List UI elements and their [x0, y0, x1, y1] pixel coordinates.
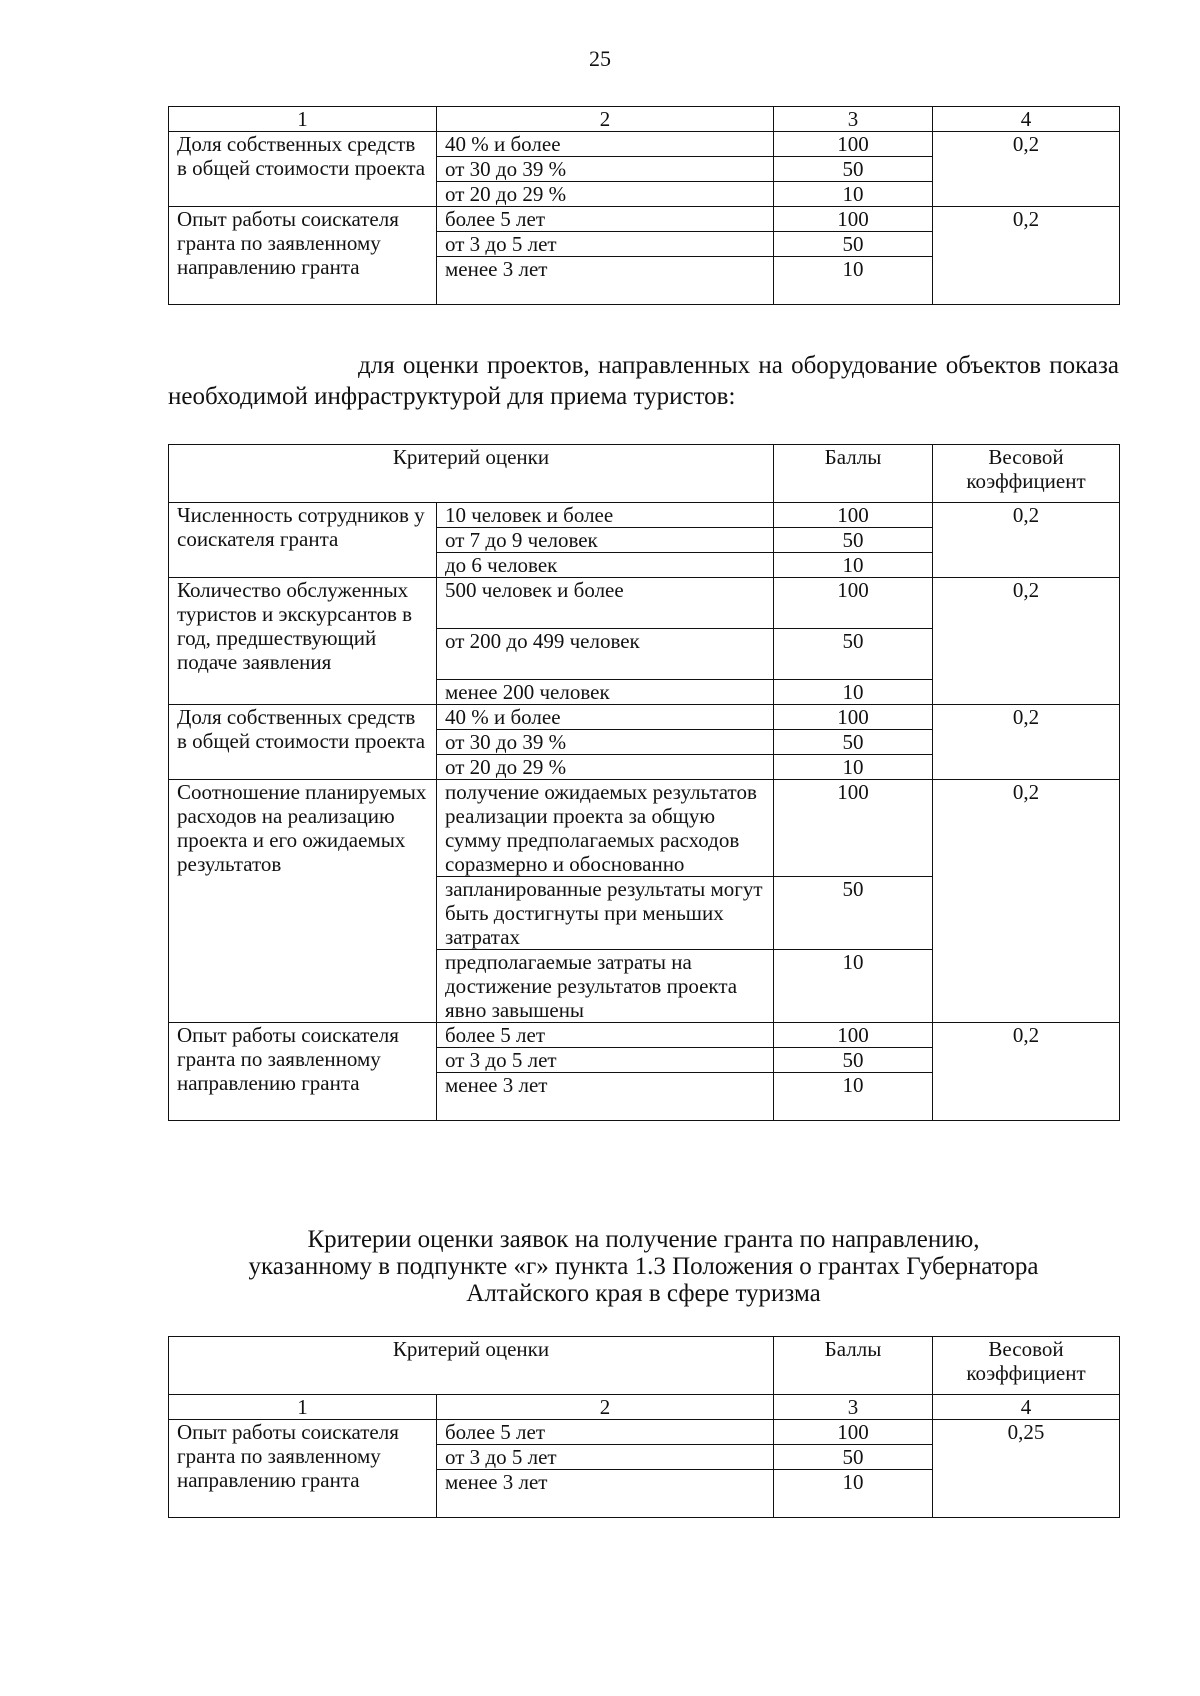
value-cell: менее 200 человек [437, 680, 774, 705]
header-criterion: Критерий оценки [169, 1337, 774, 1395]
value-cell: от 7 до 9 человек [437, 528, 774, 553]
table-row [169, 780, 1120, 877]
points-cell: 10 [774, 950, 933, 1023]
points-cell: 10 [774, 680, 933, 705]
value-cell: запланированные результаты могут быть достигнуты при меньших затратах [437, 877, 774, 950]
points-cell: 50 [774, 877, 933, 950]
heading-line-3: Алтайского края в сфере туризма [466, 1280, 821, 1307]
criterion-cell: Численность сотрудников у соискателя гранта [169, 503, 437, 578]
value-cell: менее 3 лет [437, 1470, 774, 1518]
column-number: 4 [933, 1395, 1120, 1420]
column-number: 2 [437, 1395, 774, 1420]
weight-cell: 0,2 [933, 705, 1120, 780]
points-cell: 10 [774, 1073, 933, 1121]
value-cell: от 3 до 5 лет [437, 1048, 774, 1073]
header-criterion: Критерий оценки [169, 445, 774, 503]
value-cell: 10 человек и более [437, 503, 774, 528]
criteria-table-continued [168, 106, 1120, 305]
header-points: Баллы [774, 1337, 933, 1395]
heading-line-2: указанному в подпункте «г» пункта 1.3 Положения о грантах Губернатора [248, 1253, 1039, 1280]
value-cell: от 200 до 499 человек [437, 629, 774, 680]
points-cell: 10 [774, 182, 933, 207]
value-cell: получение ожидаемых результатов реализации проекта за общую сумму предполагаемых расходов соразмерно и обоснованно [437, 780, 774, 877]
column-number-row [169, 107, 1120, 132]
weight-cell: 0,2 [933, 578, 1120, 705]
table-row [169, 503, 1120, 528]
column-number: 3 [774, 107, 933, 132]
criteria-table-subitem-g [168, 1336, 1120, 1518]
criterion-cell: Доля собственных средств в общей стоимости проекта [169, 132, 437, 207]
column-number-row [169, 1395, 1120, 1420]
column-number: 1 [169, 107, 437, 132]
column-number: 3 [774, 1395, 933, 1420]
value-cell: менее 3 лет [437, 257, 774, 305]
column-number: 1 [169, 1395, 437, 1420]
points-cell: 50 [774, 730, 933, 755]
value-cell: от 30 до 39 % [437, 157, 774, 182]
section-heading [168, 1226, 1119, 1307]
criterion-cell: Опыт работы соискателя гранта по заявленному направлению гранта [169, 1023, 437, 1121]
value-cell: от 30 до 39 % [437, 730, 774, 755]
weight-cell: 0,2 [933, 1023, 1120, 1121]
weight-cell: 0,2 [933, 503, 1120, 578]
criterion-cell: Соотношение планируемых расходов на реализацию проекта и его ожидаемых результатов [169, 780, 437, 1023]
weight-cell: 0,2 [933, 207, 1120, 305]
points-cell: 10 [774, 1470, 933, 1518]
table-row [169, 1420, 1120, 1445]
points-cell: 50 [774, 1445, 933, 1470]
points-cell: 100 [774, 1420, 933, 1445]
points-cell: 100 [774, 503, 933, 528]
value-cell: более 5 лет [437, 1420, 774, 1445]
criteria-table-infrastructure [168, 444, 1120, 1121]
intro-line-1: для оценки проектов, направленных на оборудование объектов показа [358, 352, 1119, 379]
header-weight: Весовой коэффициент [933, 445, 1120, 503]
points-cell: 50 [774, 528, 933, 553]
points-cell: 50 [774, 629, 933, 680]
criterion-cell: Опыт работы соискателя гранта по заявленному направлению гранта [169, 1420, 437, 1518]
weight-cell: 0,2 [933, 780, 1120, 1023]
table-row [169, 1023, 1120, 1048]
header-row [169, 445, 1120, 503]
weight-cell: 0,2 [933, 132, 1120, 207]
points-cell: 50 [774, 157, 933, 182]
points-cell: 100 [774, 780, 933, 877]
points-cell: 100 [774, 207, 933, 232]
value-cell: предполагаемые затраты на достижение результатов проекта явно завышены [437, 950, 774, 1023]
header-row [169, 1337, 1120, 1395]
points-cell: 10 [774, 553, 933, 578]
page-number: 25 [589, 46, 611, 71]
points-cell: 50 [774, 1048, 933, 1073]
value-cell: менее 3 лет [437, 1073, 774, 1121]
value-cell: от 3 до 5 лет [437, 1445, 774, 1470]
value-cell: 500 человек и более [437, 578, 774, 629]
header-weight: Весовой коэффициент [933, 1337, 1120, 1395]
table-row [169, 705, 1120, 730]
heading-line-1: Критерии оценки заявок на получение гранта по направлению, [307, 1226, 980, 1253]
points-cell: 100 [774, 705, 933, 730]
intro-line-2: необходимой инфраструктурой для приема туристов: [168, 383, 736, 410]
value-cell: 40 % и более [437, 132, 774, 157]
table-row [169, 207, 1120, 232]
value-cell: от 20 до 29 % [437, 755, 774, 780]
points-cell: 100 [774, 1023, 933, 1048]
column-number: 2 [437, 107, 774, 132]
value-cell: более 5 лет [437, 1023, 774, 1048]
value-cell: от 3 до 5 лет [437, 232, 774, 257]
weight-cell: 0,25 [933, 1420, 1120, 1518]
column-number: 4 [933, 107, 1120, 132]
intro-paragraph [168, 350, 1119, 412]
points-cell: 10 [774, 755, 933, 780]
points-cell: 50 [774, 232, 933, 257]
criterion-cell: Количество обслуженных туристов и экскурсантов в год, предшествующий подаче заявления [169, 578, 437, 705]
value-cell: от 20 до 29 % [437, 182, 774, 207]
header-points: Баллы [774, 445, 933, 503]
value-cell: до 6 человек [437, 553, 774, 578]
criterion-cell: Доля собственных средств в общей стоимости проекта [169, 705, 437, 780]
value-cell: более 5 лет [437, 207, 774, 232]
table-row [169, 132, 1120, 157]
points-cell: 100 [774, 578, 933, 629]
criterion-cell: Опыт работы соискателя гранта по заявленному направлению гранта [169, 207, 437, 305]
value-cell: 40 % и более [437, 705, 774, 730]
points-cell: 10 [774, 257, 933, 305]
points-cell: 100 [774, 132, 933, 157]
table-row [169, 578, 1120, 629]
